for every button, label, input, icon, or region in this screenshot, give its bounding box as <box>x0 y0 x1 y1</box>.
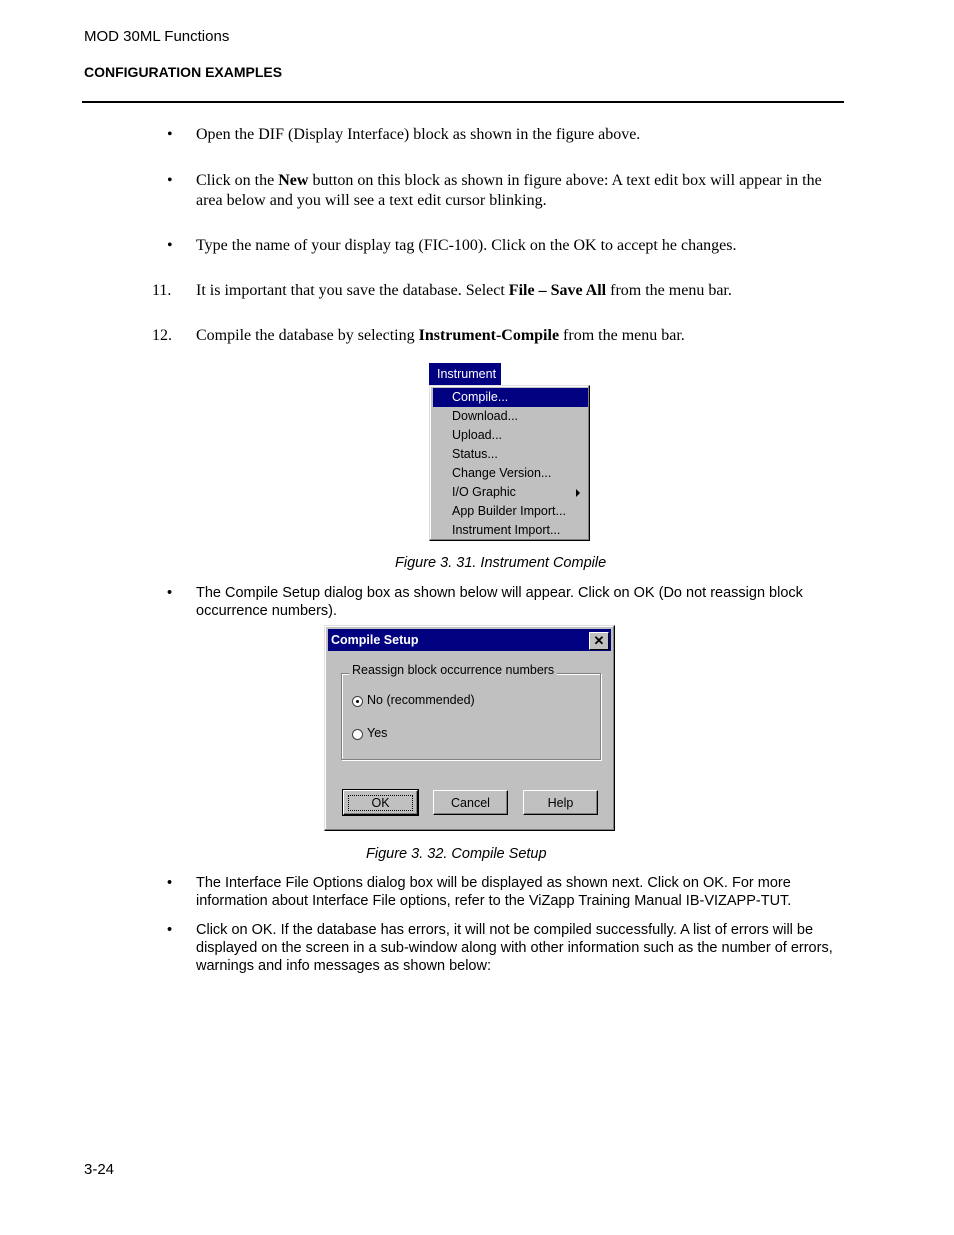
menu-item-instrument-import[interactable]: Instrument Import... <box>452 523 561 537</box>
bullet-type-name: Type the name of your display tag (FIC-100). Click on the OK to accept he changes. <box>196 237 737 254</box>
header-rule <box>82 101 844 103</box>
bullet-marker: • <box>167 875 173 891</box>
bullet-bold: New <box>278 172 309 189</box>
menu-item-upload[interactable]: Upload... <box>452 428 503 442</box>
step-text: from the menu bar. <box>559 327 685 344</box>
bullet-click-new <box>196 171 841 211</box>
bullet-marker: • <box>167 237 173 254</box>
bullet-interface-file-options: The Interface File Options dialog box will be displayed as shown next. Click on OK. For more information about Interface File options, refer to the ViZapp Training Manual IB-VIZAPP-TUT. <box>196 875 792 909</box>
step-bold: File – Save All <box>508 282 607 299</box>
bullet-text: Click on the <box>196 172 279 189</box>
menu-item-compile[interactable]: Compile... <box>433 388 588 407</box>
step-number: 12. <box>152 327 172 344</box>
menu-item-download[interactable]: Download... <box>452 409 519 423</box>
step-text: Compile the database by selecting <box>196 327 419 344</box>
instrument-menu-title[interactable]: Instrument <box>429 363 501 385</box>
bullet-text: button on this block as shown in figure above: A text edit box will appear in the area below and you will see a text edit cursor blinking. <box>196 172 822 209</box>
bullet-click-ok-errors: Click on OK. If the database has errors, it will not be compiled successfully. A list of errors will be displayed on the screen in a sub-window along with other information such as the number of errors, warnings and info messages as shown below: <box>196 922 833 974</box>
step-save-database <box>196 281 841 301</box>
figure-caption: Figure 3. 32. Compile Setup <box>366 846 547 862</box>
menu-item-label: I/O Graphic <box>452 485 516 499</box>
menu-item-change-version[interactable]: Change Version... <box>452 466 552 480</box>
ok-button[interactable] <box>343 790 418 815</box>
section-title: CONFIGURATION EXAMPLES <box>84 64 283 80</box>
submenu-arrow-icon <box>576 489 580 497</box>
reassign-group-box <box>341 673 601 760</box>
step-text: from the menu bar. <box>606 282 732 299</box>
radio-yes[interactable] <box>352 729 363 740</box>
step-compile-database <box>196 326 841 346</box>
radio-label: Yes <box>367 726 388 740</box>
radio-no-recommended[interactable] <box>352 696 363 707</box>
cancel-button[interactable]: Cancel <box>433 790 508 815</box>
menu-item-io-graphic[interactable] <box>433 483 588 502</box>
document-title: MOD 30ML Functions <box>84 28 230 45</box>
bullet-marker: • <box>167 585 173 601</box>
help-button[interactable]: Help <box>523 790 598 815</box>
bullet-marker: • <box>167 126 173 143</box>
group-label: Reassign block occurrence numbers <box>349 663 557 677</box>
bullet-marker: • <box>167 922 173 938</box>
radio-label: No (recommended) <box>367 693 475 707</box>
menu-item-status[interactable]: Status... <box>452 447 498 461</box>
ok-button-label: OK <box>348 795 412 811</box>
instrument-menu-dropdown <box>429 385 590 541</box>
page-number: 3-24 <box>84 1161 115 1178</box>
step-bold: Instrument-Compile <box>418 327 560 344</box>
bullet-open-dif: Open the DIF (Display Interface) block as shown in the figure above. <box>196 126 641 143</box>
compile-setup-dialog <box>324 625 615 831</box>
bullet-marker: • <box>167 172 173 189</box>
bullet-compile-setup: The Compile Setup dialog box as shown below will appear. Click on OK (Do not reassign block occurrence numbers). <box>196 585 803 619</box>
close-icon[interactable]: ✕ <box>589 632 609 650</box>
menu-item-app-builder-import[interactable]: App Builder Import... <box>452 504 566 518</box>
step-number: 11. <box>152 282 172 299</box>
dialog-title-bar <box>328 629 611 651</box>
dialog-title: Compile Setup <box>331 633 419 647</box>
figure-caption: Figure 3. 31. Instrument Compile <box>395 555 607 571</box>
step-text: It is important that you save the database. Select <box>196 282 509 299</box>
